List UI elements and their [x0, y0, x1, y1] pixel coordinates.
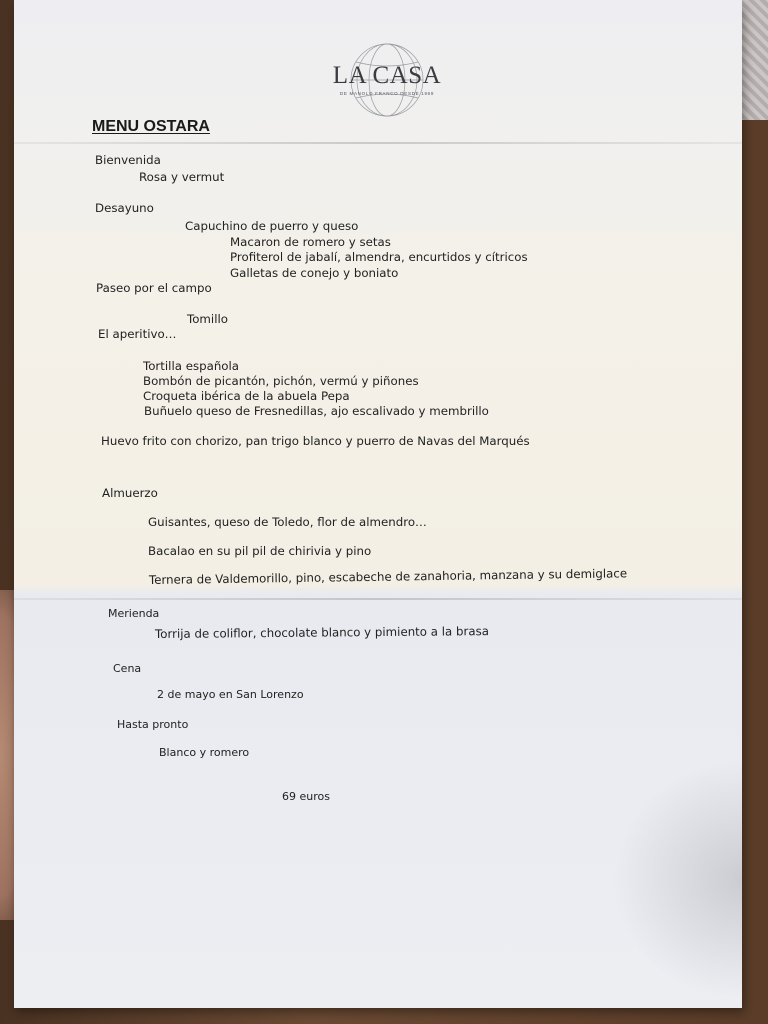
dish-item: Ternera de Valdemorillo, pino, escabeche de zanahoria, manzana y su demiglace — [148, 566, 628, 587]
dish-item: 2 de mayo en San Lorenzo — [157, 688, 304, 701]
dish-item: Tomillo — [187, 312, 228, 326]
dish-item: Torrija de coliflor, chocolate blanco y pimiento a la brasa — [154, 624, 489, 641]
dish-item: Bombón de picantón, pichón, vermú y piñones — [143, 374, 419, 388]
logo-subtitle: DE MANOLO FRANCO DESDE 1969 — [339, 91, 435, 96]
price: 69 euros — [282, 790, 330, 803]
dish-item: Blanco y romero — [159, 746, 250, 759]
section-heading-hasta-pronto: Hasta pronto — [117, 718, 189, 731]
shadow — [612, 760, 742, 1000]
section-heading-cena: Cena — [113, 662, 142, 675]
dish-item: Buñuelo queso de Fresnedillas, ajo escalivado y membrillo — [144, 404, 489, 418]
paper-fold — [14, 598, 742, 600]
section-heading-almuerzo: Almuerzo — [102, 486, 158, 500]
section-heading-desayuno: Desayuno — [95, 201, 154, 215]
dish-item: Galletas de conejo y boniato — [230, 266, 399, 280]
section-heading-paseo: Paseo por el campo — [96, 281, 212, 295]
lace-tablecloth — [738, 0, 768, 120]
dish-item: Huevo frito con chorizo, pan trigo blanco y puerro de Navas del Marqués — [101, 434, 530, 448]
menu-title: MENU OSTARA — [92, 118, 210, 135]
section-heading-bienvenida: Bienvenida — [95, 153, 161, 167]
dish-item: Croqueta ibérica de la abuela Pepa — [143, 389, 350, 403]
section-heading-merienda: Merienda — [108, 607, 160, 620]
dish-item: Macaron de romero y setas — [230, 235, 391, 249]
dish-item: Guisantes, queso de Toledo, flor de almendro… — [148, 515, 427, 529]
dish-item: Capuchino de puerro y queso — [185, 219, 359, 233]
logo-title: LA CASA — [332, 62, 442, 89]
dish-item: Tortilla española — [143, 359, 240, 373]
section-heading-aperitivo: El aperitivo… — [98, 327, 177, 341]
menu-sheet — [14, 0, 742, 1008]
restaurant-logo — [332, 40, 442, 126]
dish-item: Bacalao en su pil pil de chirivia y pino — [148, 544, 372, 558]
dish-item: Profiterol de jabalí, almendra, encurtidos y cítricos — [230, 250, 528, 264]
dish-item: Rosa y vermut — [139, 170, 225, 184]
paper-fold — [14, 142, 742, 144]
